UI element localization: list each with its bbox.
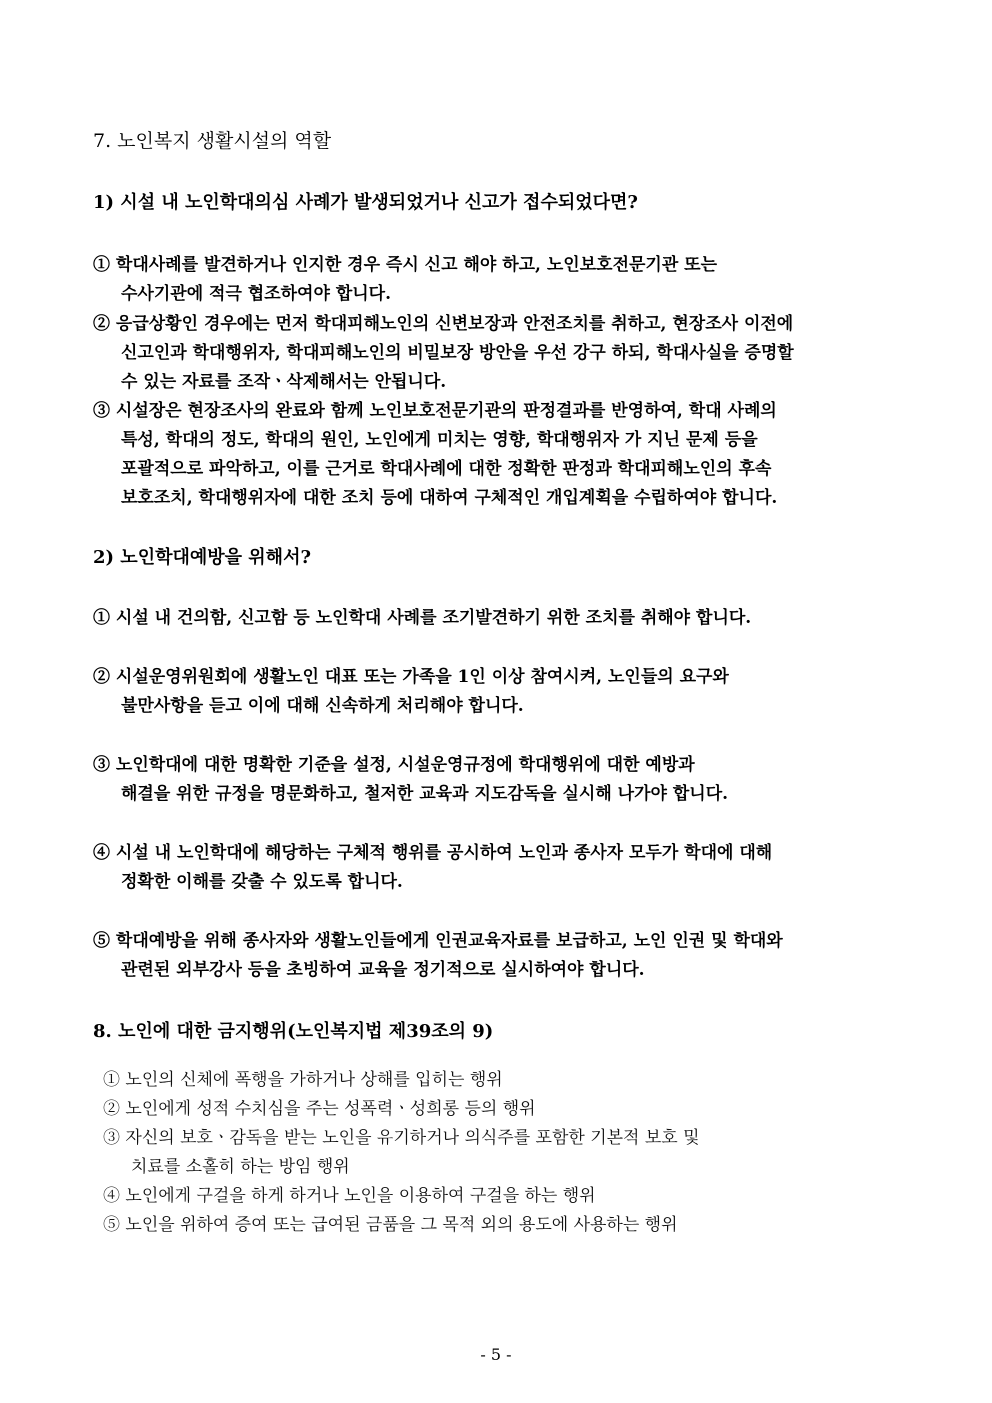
- prohibited-item-3-line-1: ③ 자신의 보호ㆍ감독을 받는 노인을 유기하거나 의식주를 포함한 기본적 보호 및: [103, 1128, 700, 1148]
- prohibited-item-1: ① 노인의 신체에 폭행을 가하거나 상해를 입히는 행위: [103, 1070, 503, 1090]
- q2-item-5-line-2: 관련된 외부강사 등을 초빙하여 교육을 정기적으로 실시하여야 합니다.: [121, 960, 645, 980]
- q1-title: 1) 시설 내 노인학대의심 사례가 발생되었거나 신고가 접수되었다면?: [93, 192, 638, 213]
- section7-title: 7. 노인복지 생활시설의 역할: [93, 130, 332, 152]
- q1-item-2-line-1: ② 응급상황인 경우에는 먼저 학대피해노인의 신변보장과 안전조치를 취하고, 현장조사 이전에: [93, 314, 794, 334]
- q2-item-1-line-1: ① 시설 내 건의함, 신고함 등 노인학대 사례를 조기발견하기 위한 조치를 취해야 합니다.: [93, 608, 752, 628]
- q2-item-3-line-2: 해결을 위한 규정을 명문화하고, 철저한 교육과 지도감독을 실시해 나가야 합니다.: [121, 784, 729, 804]
- prohibited-item-2: ② 노인에게 성적 수치심을 주는 성폭력ㆍ성희롱 등의 행위: [103, 1099, 536, 1119]
- q2-item-5-line-1: ⑤ 학대예방을 위해 종사자와 생활노인들에게 인권교육자료를 보급하고, 노인 인권 및 학대와: [93, 931, 783, 951]
- q1-item-2-line-2: 신고인과 학대행위자, 학대피해노인의 비밀보장 방안을 우선 강구 하되, 학대사실을 증명할: [121, 343, 794, 363]
- q1-item-3-line-3: 포괄적으로 파악하고, 이를 근거로 학대사례에 대한 정확한 판정과 학대피해노인의 후속: [121, 459, 772, 479]
- q1-item-1-line-1: ① 학대사례를 발견하거나 인지한 경우 즉시 신고 해야 하고, 노인보호전문기관 또는: [93, 255, 718, 275]
- q1-item-1-line-2: 수사기관에 적극 협조하여야 합니다.: [121, 284, 392, 304]
- q2-item-3-line-1: ③ 노인학대에 대한 명확한 기준을 설정, 시설운영규정에 학대행위에 대한 예방과: [93, 755, 695, 775]
- prohibited-item-3-line-2: 치료를 소홀히 하는 방임 행위: [131, 1157, 350, 1177]
- page-number: - 5 -: [480, 1345, 512, 1364]
- q2-item-4-line-2: 정확한 이해를 갖출 수 있도록 합니다.: [121, 872, 403, 892]
- q1-item-3-line-4: 보호조치, 학대행위자에 대한 조치 등에 대하여 구체적인 개입계획을 수립하여야 합니다.: [121, 488, 778, 508]
- q2-item-2-line-1: ② 시설운영위원회에 생활노인 대표 또는 가족을 1인 이상 참여시켜, 노인들의 요구와: [93, 667, 729, 687]
- q2-item-4-line-1: ④ 시설 내 노인학대에 해당하는 구체적 행위를 공시하여 노인과 종사자 모두가 학대에 대해: [93, 843, 773, 863]
- prohibited-item-4: ④ 노인에게 구걸을 하게 하거나 노인을 이용하여 구걸을 하는 행위: [103, 1186, 596, 1206]
- q2-item-2-line-2: 불만사항을 듣고 이에 대해 신속하게 처리해야 합니다.: [121, 696, 524, 716]
- q1-item-3-line-2: 특성, 학대의 정도, 학대의 원인, 노인에게 미치는 영향, 학대행위자 가 지닌 문제 등을: [121, 430, 758, 450]
- q2-title: 2) 노인학대예방을 위해서?: [93, 547, 312, 568]
- q1-item-2-line-3: 수 있는 자료를 조작ㆍ삭제해서는 안됩니다.: [121, 372, 447, 392]
- q1-item-3-line-1: ③ 시설장은 현장조사의 완료와 함께 노인보호전문기관의 판정결과를 반영하여, 학대 사례의: [93, 401, 777, 421]
- section8-title: 8. 노인에 대한 금지행위(노인복지법 제39조의 9): [93, 1021, 494, 1042]
- prohibited-item-5: ⑤ 노인을 위하여 증여 또는 급여된 금품을 그 목적 외의 용도에 사용하는 행위: [103, 1215, 678, 1235]
